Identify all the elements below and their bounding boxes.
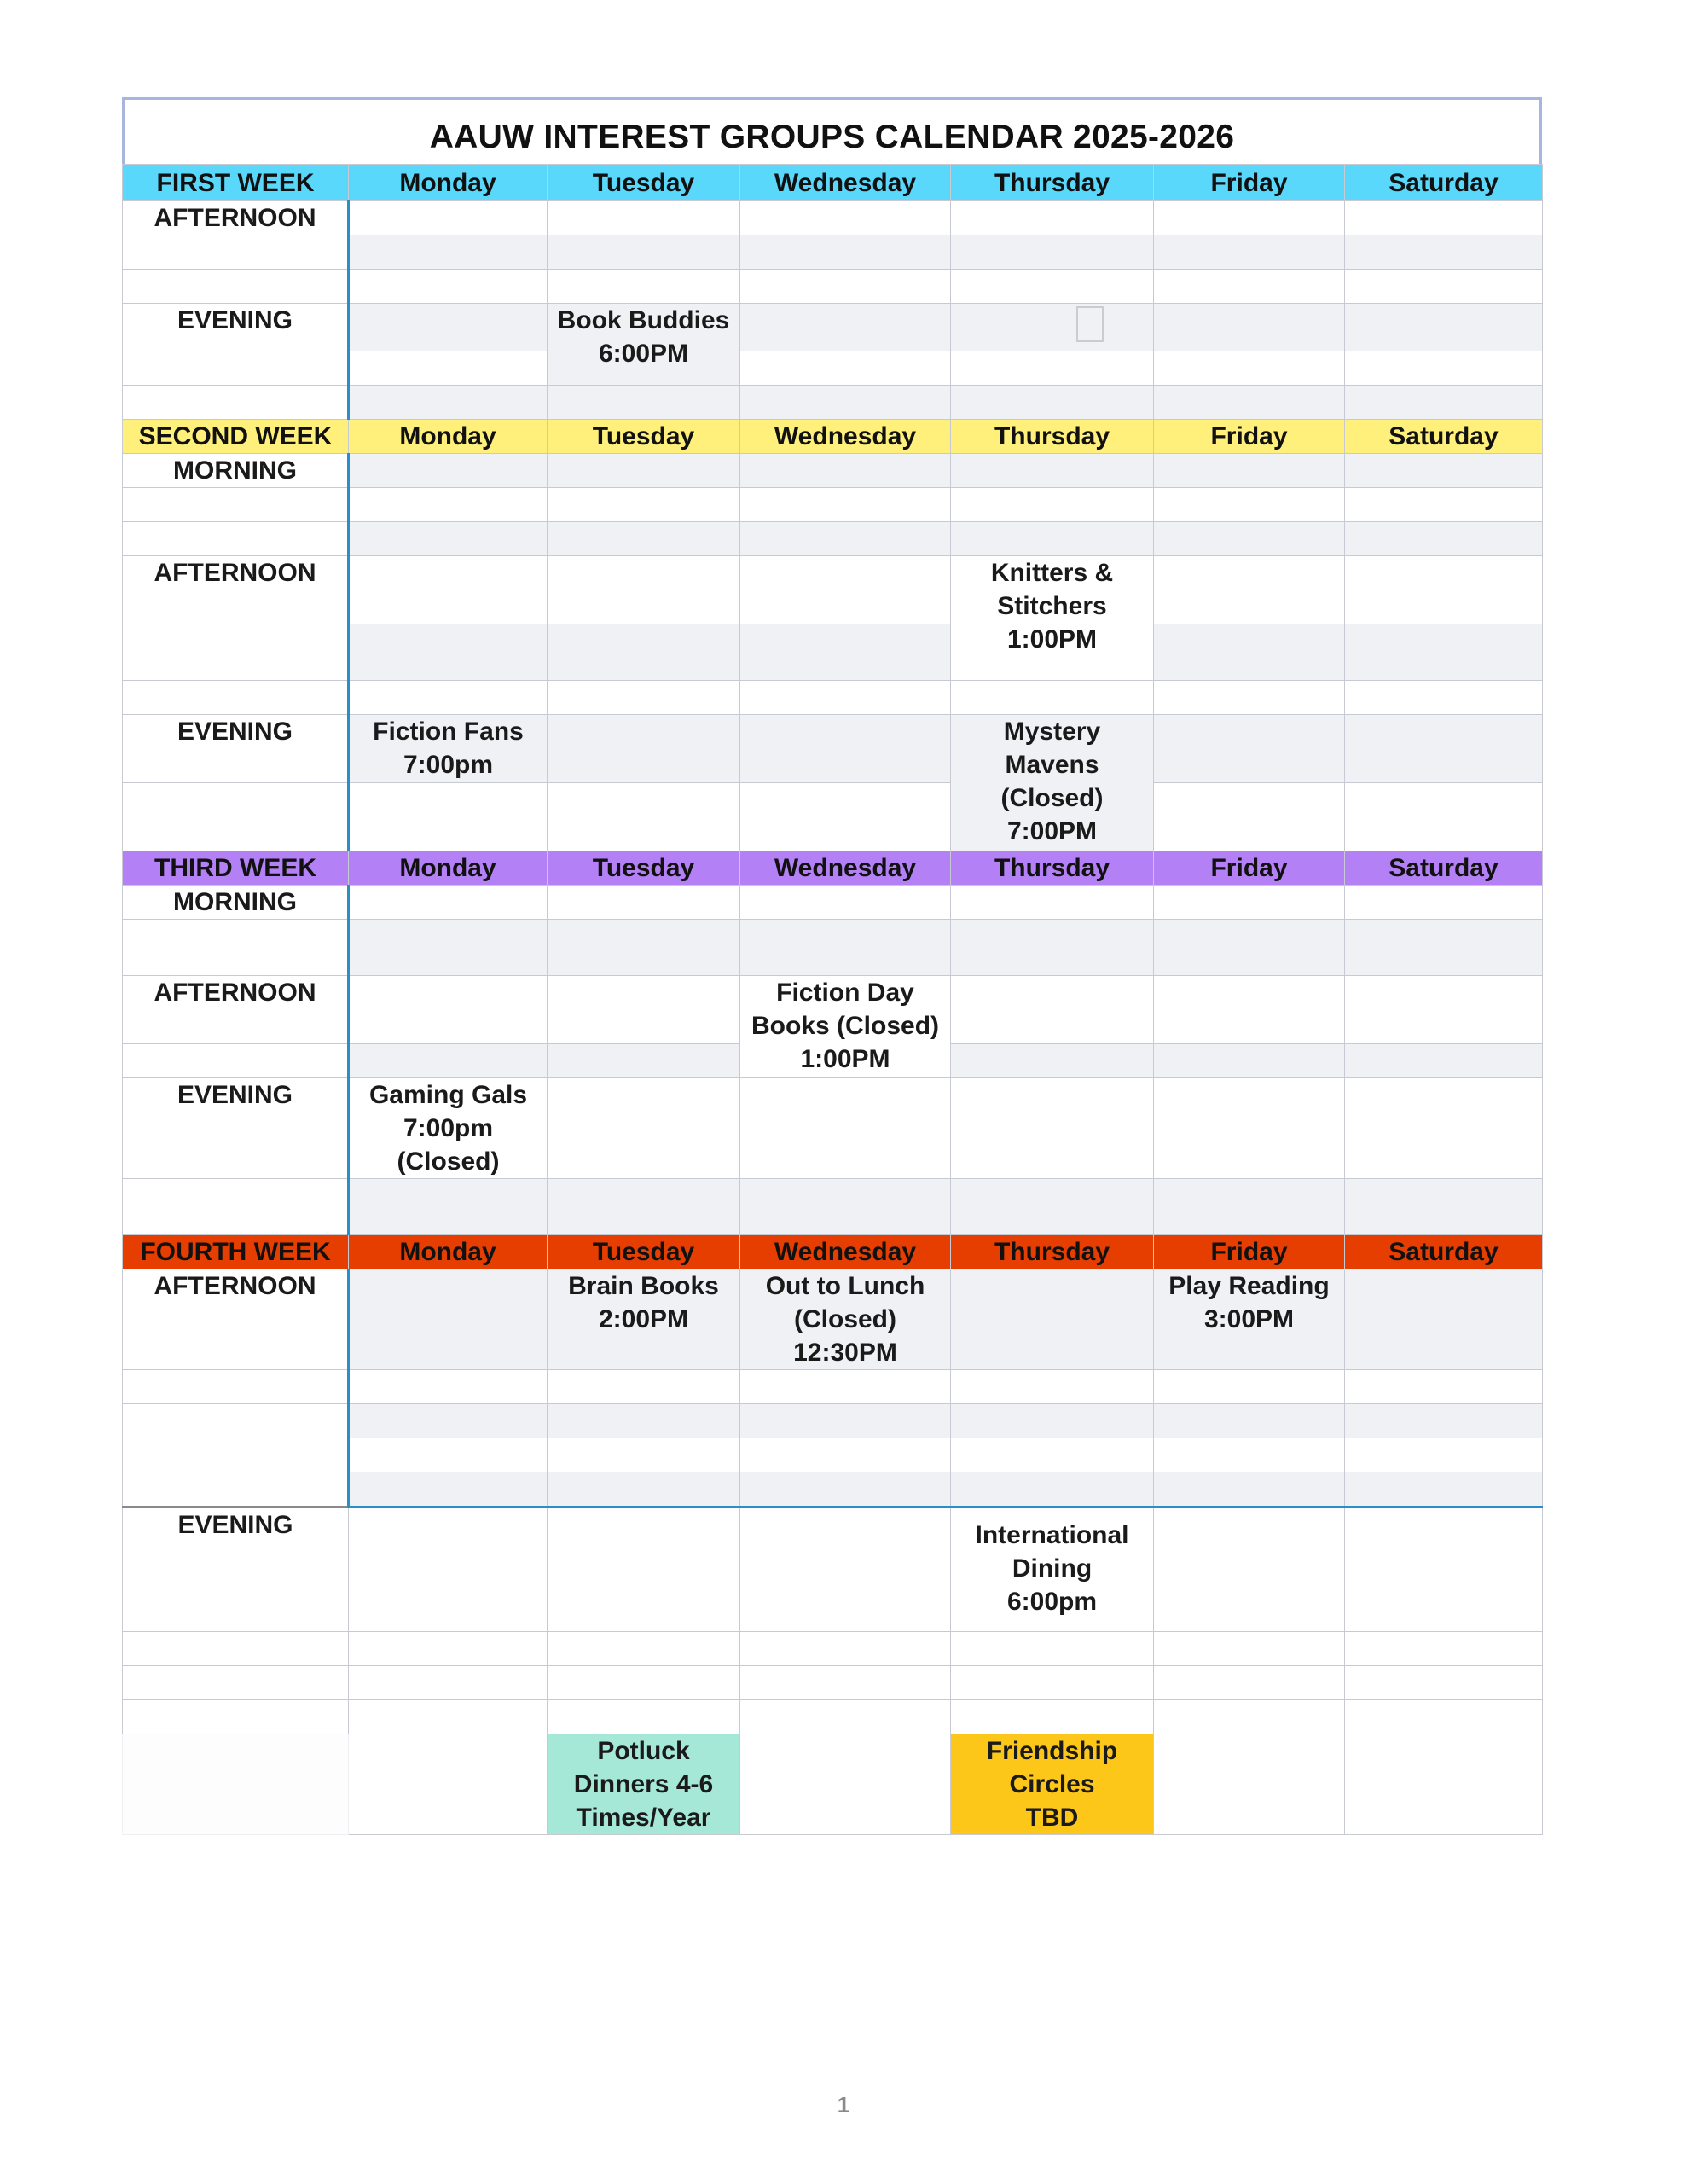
label-cell [123,270,349,304]
calendar-cell [740,270,951,304]
event-play-reading: Play Reading 3:00PM [1154,1269,1345,1370]
table-row [123,522,1543,556]
calendar-cell [548,1370,740,1404]
event-knitters-stitchers: Knitters & Stitchers 1:00PM [951,556,1154,681]
calendar-cell [548,1044,740,1078]
label-cell [123,386,349,420]
calendar-cell [1154,886,1345,920]
calendar-cell [1154,235,1345,270]
day-header-tuesday: Tuesday [548,420,740,454]
period-label-afternoon: AFTERNOON [123,976,349,1044]
table-row [123,1179,1543,1235]
calendar-cell [1154,681,1345,715]
calendar-sheet [122,97,1542,1835]
day-header-wednesday: Wednesday [740,851,951,886]
table-row [123,270,1543,304]
calendar-cell [951,1269,1154,1370]
calendar-cell [951,488,1154,522]
calendar-cell [349,1472,548,1507]
calendar-cell [1154,1734,1345,1835]
calendar-cell [1154,522,1345,556]
calendar-cell [1345,201,1543,235]
day-header-monday: Monday [349,851,548,886]
empty-checkbox-icon [1076,306,1104,342]
calendar-cell [951,522,1154,556]
calendar-cell [548,1179,740,1235]
table-row [123,920,1543,976]
label-cell [123,920,349,976]
table-row [123,1078,1543,1179]
calendar-cell [951,1632,1154,1666]
calendar-cell [349,1507,548,1632]
calendar-cell [349,624,548,681]
calendar-cell [548,1507,740,1632]
calendar-table [122,164,1543,1835]
table-row [123,1472,1543,1507]
period-label-afternoon: AFTERNOON [123,1269,349,1370]
calendar-cell [740,886,951,920]
label-cell [123,783,349,851]
calendar-cell [740,1370,951,1404]
event-friendship-circles: Friendship Circles TBD [951,1734,1154,1835]
table-row [123,351,1543,386]
calendar-cell [349,556,548,624]
calendar-cell [548,681,740,715]
calendar-cell [1345,1700,1543,1734]
calendar-cell [548,235,740,270]
calendar-cell [951,235,1154,270]
calendar-cell [1154,715,1345,783]
label-cell [123,522,349,556]
calendar-cell [951,1700,1154,1734]
calendar-cell [1345,556,1543,624]
calendar-cell [349,1734,548,1835]
calendar-cell [1345,270,1543,304]
calendar-cell [740,681,951,715]
calendar-cell [1154,1404,1345,1438]
calendar-cell [349,1632,548,1666]
calendar-cell [548,556,740,624]
calendar-cell [740,235,951,270]
calendar-cell [349,488,548,522]
calendar-cell [548,886,740,920]
day-header-thursday: Thursday [951,420,1154,454]
calendar-cell [740,1734,951,1835]
calendar-cell [1154,1666,1345,1700]
calendar-cell [1345,624,1543,681]
label-cell [123,1370,349,1404]
day-header-monday: Monday [349,420,548,454]
calendar-cell [349,235,548,270]
calendar-cell [1345,681,1543,715]
calendar-cell [548,1404,740,1438]
label-cell [123,1700,349,1734]
table-row [123,1734,1543,1835]
calendar-cell [349,1179,548,1235]
day-header-tuesday: Tuesday [548,851,740,886]
table-row [123,886,1543,920]
calendar-cell [349,522,548,556]
calendar-cell [1154,556,1345,624]
calendar-cell [740,386,951,420]
calendar-cell [548,522,740,556]
calendar-cell [548,624,740,681]
day-header-saturday: Saturday [1345,851,1543,886]
table-row [123,976,1543,1044]
calendar-cell [740,488,951,522]
calendar-cell [1345,1179,1543,1235]
table-row [123,783,1543,851]
calendar-cell [1345,1734,1543,1835]
day-header-monday: Monday [349,165,548,201]
calendar-cell [349,1044,548,1078]
calendar-cell [1345,454,1543,488]
calendar-cell [740,556,951,624]
calendar-cell [951,386,1154,420]
calendar-cell [740,624,951,681]
label-cell [123,1438,349,1472]
day-header-tuesday: Tuesday [548,165,740,201]
table-row [123,1438,1543,1472]
week-header-row [123,165,1543,201]
calendar-cell [740,1632,951,1666]
calendar-cell [1345,1438,1543,1472]
calendar-cell [1154,386,1345,420]
calendar-cell [349,386,548,420]
day-header-thursday: Thursday [951,851,1154,886]
calendar-cell [951,920,1154,976]
calendar-cell [951,1666,1154,1700]
event-international-dining: International Dining 6:00pm [951,1507,1154,1632]
calendar-cell [1345,783,1543,851]
table-row [123,681,1543,715]
calendar-cell [548,488,740,522]
calendar-cell [951,1472,1154,1507]
calendar-cell [951,886,1154,920]
label-cell [123,235,349,270]
calendar-cell [349,270,548,304]
period-label-afternoon: AFTERNOON [123,201,349,235]
calendar-cell [349,201,548,235]
page-title: AAUW INTEREST GROUPS CALENDAR 2025-2026 [429,118,1235,155]
calendar-cell [740,454,951,488]
calendar-cell [1154,920,1345,976]
calendar-cell [349,1269,548,1370]
calendar-cell [740,1179,951,1235]
calendar-cell [740,522,951,556]
calendar-cell [1345,976,1543,1044]
event-mystery-mavens: Mystery Mavens (Closed) 7:00PM [951,715,1154,851]
calendar-cell [740,715,951,783]
day-header-tuesday: Tuesday [548,1235,740,1269]
day-header-friday: Friday [1154,1235,1345,1269]
calendar-cell [1154,488,1345,522]
period-label-evening: EVENING [123,715,349,783]
label-cell [123,1404,349,1438]
event-out-to-lunch: Out to Lunch (Closed) 12:30PM [740,1269,951,1370]
calendar-cell [1154,1438,1345,1472]
calendar-cell [548,201,740,235]
calendar-cell [1154,270,1345,304]
day-header-thursday: Thursday [951,165,1154,201]
label-cell [123,488,349,522]
table-row [123,304,1543,351]
calendar-cell [1345,386,1543,420]
table-row [123,454,1543,488]
day-header-friday: Friday [1154,851,1345,886]
day-header-saturday: Saturday [1345,1235,1543,1269]
table-row [123,1632,1543,1666]
calendar-cell [951,1438,1154,1472]
calendar-cell [740,783,951,851]
calendar-cell [548,270,740,304]
day-header-saturday: Saturday [1345,165,1543,201]
calendar-cell [1154,1370,1345,1404]
label-cell [123,681,349,715]
calendar-cell [951,1370,1154,1404]
calendar-cell [1154,304,1345,351]
calendar-cell [951,1044,1154,1078]
event-potluck-dinners: Potluck Dinners 4-6 Times/Year [548,1734,740,1835]
day-header-saturday: Saturday [1345,420,1543,454]
calendar-cell [1345,522,1543,556]
label-cell [123,624,349,681]
calendar-cell [951,270,1154,304]
table-row [123,201,1543,235]
label-cell [123,1472,349,1507]
week-label-first: FIRST WEEK [123,165,349,201]
calendar-cell [1154,624,1345,681]
week-header-row [123,420,1543,454]
day-header-wednesday: Wednesday [740,165,951,201]
calendar-cell [740,1507,951,1632]
event-fiction-fans: Fiction Fans 7:00pm [349,715,548,783]
period-label-morning: MORNING [123,454,349,488]
calendar-cell [1345,235,1543,270]
calendar-cell [349,1404,548,1438]
calendar-cell [1345,886,1543,920]
calendar-cell [1345,1666,1543,1700]
week-label-third: THIRD WEEK [123,851,349,886]
table-row [123,624,1543,681]
calendar-cell [349,1700,548,1734]
table-row [123,386,1543,420]
calendar-cell [740,1078,951,1179]
calendar-cell [951,201,1154,235]
week-label-fourth: FOURTH WEEK [123,1235,349,1269]
calendar-cell [548,920,740,976]
calendar-cell [740,1438,951,1472]
table-row [123,1700,1543,1734]
calendar-cell [1345,1044,1543,1078]
calendar-cell [951,1078,1154,1179]
calendar-cell [1154,454,1345,488]
calendar-cell [349,351,548,386]
title-box [122,97,1542,164]
calendar-cell [1154,976,1345,1044]
table-row [123,715,1543,783]
calendar-cell [349,920,548,976]
calendar-cell [349,1666,548,1700]
calendar-cell [740,920,951,976]
calendar-cell [1154,1078,1345,1179]
calendar-cell [1345,1632,1543,1666]
calendar-cell [548,1438,740,1472]
calendar-cell [951,351,1154,386]
calendar-cell [1345,488,1543,522]
label-cell [123,351,349,386]
calendar-cell [548,1632,740,1666]
calendar-cell [951,1404,1154,1438]
table-row [123,1666,1543,1700]
calendar-cell [1154,351,1345,386]
calendar-cell [548,1700,740,1734]
calendar-cell [1345,1472,1543,1507]
table-row [123,556,1543,624]
calendar-cell [951,1179,1154,1235]
period-label-morning: MORNING [123,886,349,920]
calendar-cell [1154,1472,1345,1507]
calendar-cell [1345,1404,1543,1438]
calendar-cell [548,454,740,488]
table-row [123,1507,1543,1632]
calendar-cell [349,1438,548,1472]
day-header-wednesday: Wednesday [740,420,951,454]
calendar-cell [951,681,1154,715]
calendar-cell [740,1472,951,1507]
day-header-wednesday: Wednesday [740,1235,951,1269]
calendar-cell [1345,1078,1543,1179]
week-label-second: SECOND WEEK [123,420,349,454]
calendar-cell [1154,1507,1345,1632]
calendar-cell [1345,920,1543,976]
calendar-cell [740,304,951,351]
calendar-cell [1345,715,1543,783]
table-row [123,1269,1543,1370]
label-cell [123,1632,349,1666]
calendar-cell [1154,1044,1345,1078]
label-cell [123,1179,349,1235]
calendar-cell [349,783,548,851]
calendar-cell [548,1472,740,1507]
calendar-cell [740,1404,951,1438]
calendar-cell [740,351,951,386]
calendar-cell [349,886,548,920]
calendar-cell [349,304,548,351]
calendar-cell [951,976,1154,1044]
calendar-cell [548,976,740,1044]
calendar-cell [1345,1507,1543,1632]
calendar-cell [1154,1179,1345,1235]
period-label-evening: EVENING [123,1507,349,1632]
event-brain-books: Brain Books 2:00PM [548,1269,740,1370]
day-header-monday: Monday [349,1235,548,1269]
calendar-cell [1345,1269,1543,1370]
day-header-friday: Friday [1154,420,1345,454]
table-row [123,1370,1543,1404]
event-gaming-gals: Gaming Gals 7:00pm (Closed) [349,1078,548,1179]
calendar-cell [548,783,740,851]
calendar-cell [349,1370,548,1404]
page-number: 1 [837,2092,850,2117]
calendar-cell [1345,1370,1543,1404]
calendar-cell [1345,351,1543,386]
calendar-cell [740,1666,951,1700]
day-header-thursday: Thursday [951,1235,1154,1269]
calendar-cell [548,1078,740,1179]
label-cell [123,1666,349,1700]
calendar-cell [740,201,951,235]
calendar-cell [1154,1700,1345,1734]
calendar-cell [951,304,1154,351]
calendar-cell [1345,304,1543,351]
calendar-cell [1154,1632,1345,1666]
week-header-row [123,1235,1543,1269]
table-row [123,488,1543,522]
calendar-cell [349,976,548,1044]
table-row [123,1404,1543,1438]
label-cell [123,1734,349,1835]
label-cell [123,1044,349,1078]
calendar-cell [548,715,740,783]
event-book-buddies: Book Buddies 6:00PM [548,304,740,386]
period-label-evening: EVENING [123,304,349,351]
calendar-cell [349,681,548,715]
calendar-cell [548,386,740,420]
calendar-cell [1154,201,1345,235]
period-label-afternoon: AFTERNOON [123,556,349,624]
table-row [123,235,1543,270]
calendar-cell [349,454,548,488]
calendar-cell [1154,783,1345,851]
event-fiction-day-books: Fiction Day Books (Closed) 1:00PM [740,976,951,1078]
day-header-friday: Friday [1154,165,1345,201]
calendar-cell [548,1666,740,1700]
calendar-cell [740,1700,951,1734]
calendar-cell [951,454,1154,488]
week-header-row [123,851,1543,886]
period-label-evening: EVENING [123,1078,349,1179]
